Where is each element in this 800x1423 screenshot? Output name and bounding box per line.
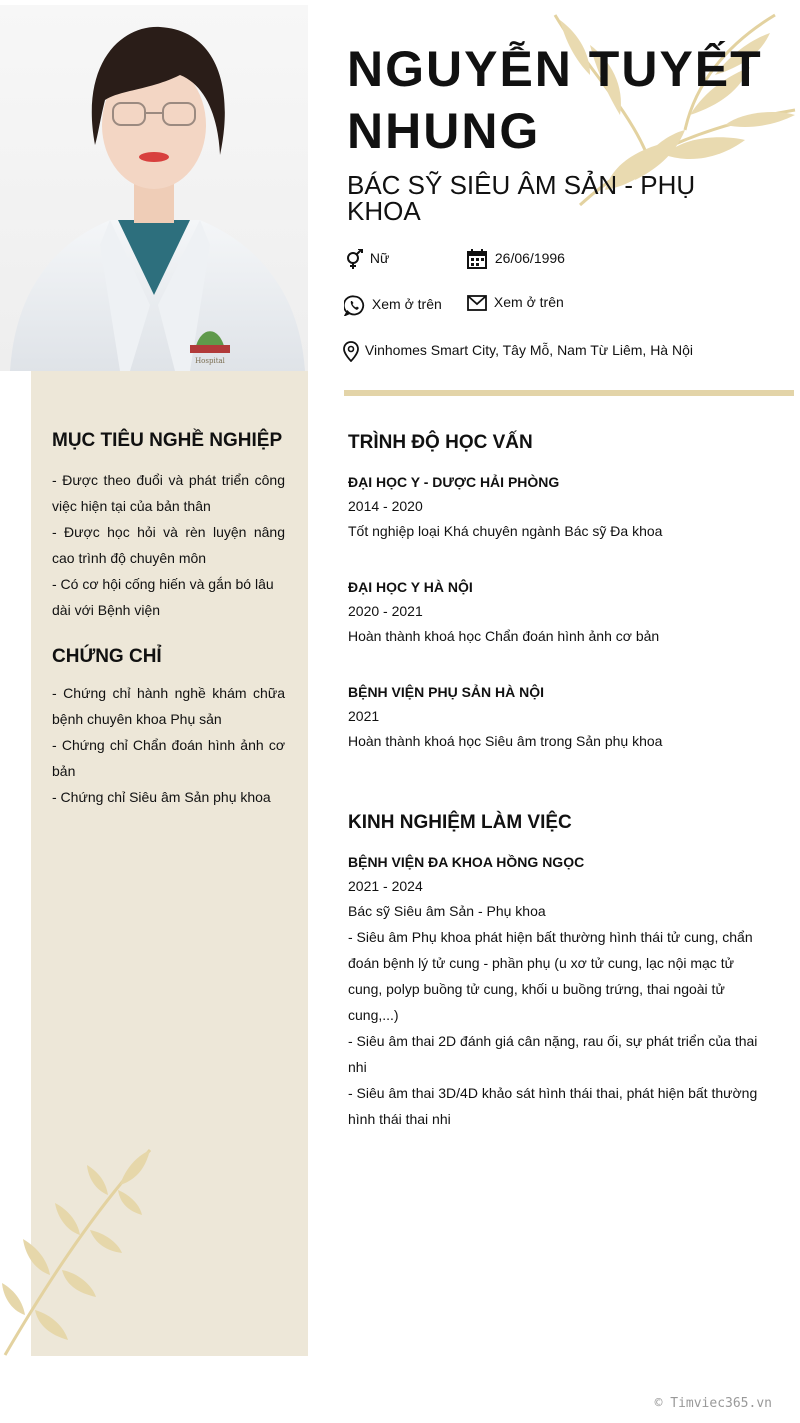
job-title-line-2: KHOA [347, 196, 421, 226]
calendar-icon [467, 249, 487, 269]
objective-heading: MỤC TIÊU NGHỀ NGHIỆP [52, 430, 283, 451]
candidate-name [347, 38, 787, 162]
education-school: ĐẠI HỌC Y - DƯỢC HẢI PHÒNG [348, 474, 560, 490]
birthdate-value: 26/06/1996 [494, 249, 565, 266]
whatsapp-icon [344, 295, 365, 316]
list-item: - Siêu âm thai 2D đánh giá cân nặng, rau ối, sự phát triển của thai nhi [348, 1033, 758, 1075]
list-item: - Có cơ hội cống hiến và gắn bó lâu dài với Bệnh viện [52, 576, 274, 618]
education-school: BỆNH VIỆN PHỤ SẢN HÀ NỘI [348, 684, 545, 700]
education-years: 2014 - 2020 [348, 498, 423, 514]
email-field [467, 294, 564, 311]
experience-years: 2021 - 2024 [348, 878, 423, 894]
experience-company: BỆNH VIỆN ĐA KHOA HỒNG NGỌC [348, 854, 585, 870]
list-item: - Chứng chỉ Siêu âm Sản phụ khoa [52, 789, 271, 805]
name-line-2: NHUNG [347, 103, 541, 159]
experience-item [348, 854, 766, 1132]
education-desc: Hoàn thành khoá học Chẩn đoán hình ảnh cơ bản [348, 628, 660, 644]
list-item: - Được học hỏi và rèn luyện nâng cao trình độ chuyên môn [52, 524, 285, 566]
job-title-line-1: BÁC SỸ SIÊU ÂM SẢN - PHỤ [347, 170, 696, 200]
education-years: 2020 - 2021 [348, 603, 423, 619]
objective-list [52, 467, 285, 623]
certificates-list [52, 680, 285, 810]
education-item [348, 474, 768, 544]
job-title [347, 172, 787, 224]
mail-icon [467, 295, 487, 311]
list-item: - Được theo đuổi và phát triển công việc hiện tại của bản thân [52, 472, 285, 514]
email-value: Xem ở trên [493, 294, 564, 310]
experience-role: Bác sỹ Siêu âm Sản - Phụ khoa [348, 903, 546, 919]
list-item: - Chứng chỉ Chẩn đoán hình ảnh cơ bản [52, 737, 285, 779]
location-pin-icon [343, 341, 359, 362]
certificates-heading: CHỨNG CHỈ [52, 646, 162, 667]
list-item: - Siêu âm Phụ khoa phát hiện bất thường hình thái tử cung, chẩn đoán bệnh lý tử cung - phần phụ (u xơ tử cung, lạc nội mạc tử cung, polyp buồng tử cung, khối u buồng trứng, thai ngoài tử cung,...) [348, 929, 753, 1023]
address-value: Vinhomes Smart City, Tây Mỗ, Nam Từ Liêm, Hà Nội [364, 342, 693, 359]
name-line-1: NGUYỄN TUYẾT [347, 41, 763, 97]
footer-credit: © Timviec365.vn [654, 1396, 772, 1411]
gender-value: Nữ [369, 249, 390, 266]
header-divider [344, 390, 794, 396]
profile-photo [0, 5, 308, 371]
list-item: - Chứng chỉ hành nghề khám chữa bệnh chuyên khoa Phụ sản [52, 685, 285, 727]
education-desc: Tốt nghiệp loại Khá chuyên ngành Bác sỹ Đa khoa [348, 523, 663, 539]
gender-icon [344, 249, 364, 269]
list-item: - Siêu âm thai 3D/4D khảo sát hình thái thai, phát hiện bất thường hình thái thai nhi [348, 1085, 758, 1127]
birthdate-field [467, 249, 565, 269]
phone-field [344, 295, 442, 316]
leaf-decoration-bottom-icon [0, 1145, 160, 1360]
education-item [348, 684, 768, 754]
education-years: 2021 [348, 708, 380, 724]
experience-heading: KINH NGHIỆM LÀM VIỆC [348, 812, 572, 833]
svg-text:Hospital: Hospital [195, 357, 225, 365]
gender-field [344, 249, 389, 269]
avatar [0, 5, 308, 371]
education-item [348, 579, 768, 649]
education-school: ĐẠI HỌC Y HÀ NỘI [348, 579, 473, 595]
education-heading: TRÌNH ĐỘ HỌC VẤN [348, 432, 533, 453]
education-desc: Hoàn thành khoá học Siêu âm trong Sản phụ khoa [348, 733, 663, 749]
phone-value: Xem ở trên [371, 296, 442, 313]
address-field [343, 341, 693, 362]
